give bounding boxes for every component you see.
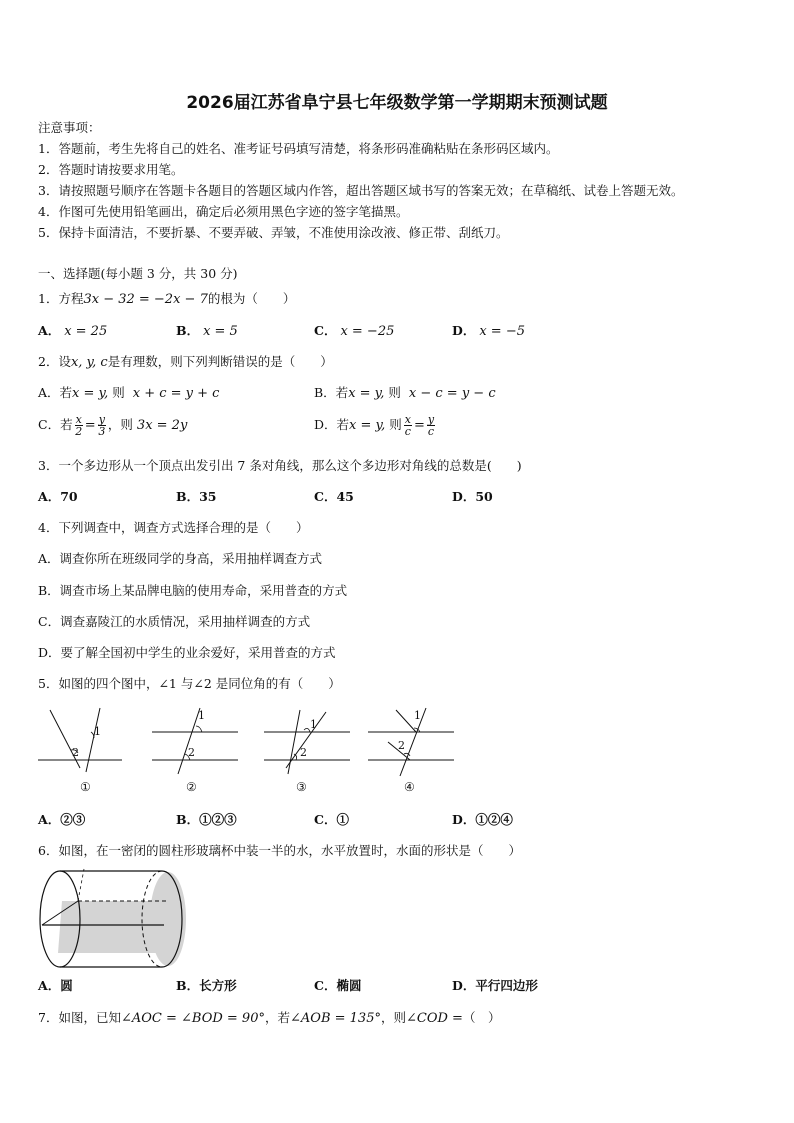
q6-cylinder-figure <box>38 867 174 971</box>
question-6: 6．如图，在一密闭的圆柱形玻璃杯中装一半的水，水平放置时，水面的形状是（ ） <box>38 843 521 858</box>
q3-option-d: D．50 <box>452 489 493 504</box>
q5-option-d: D．①②④ <box>452 812 513 827</box>
question-1 <box>38 291 295 308</box>
q1-prefix: 1．方程 <box>38 291 84 306</box>
q5-fig2-angle-2: 2 <box>188 746 195 759</box>
question-7: 7．如图，已知∠AOC = ∠BOD = 90°，若∠AOB = 135°，则∠COD =（ ） <box>38 1010 501 1026</box>
q5-figure-2 <box>150 706 242 776</box>
question-4: 4．下列调查中，调查方式选择合理的是（ ） <box>38 520 309 535</box>
q6-option-b: B．长方形 <box>176 978 237 993</box>
q1-option-c: C． x = −25 <box>314 323 395 339</box>
q4-option-b: B．调查市场上某品牌电脑的使用寿命，采用普查的方式 <box>38 583 348 598</box>
q4-option-a: A．调查你所在班级同学的身高，采用抽样调查方式 <box>38 551 323 566</box>
q5-fig4-angle-2: 2 <box>398 739 405 752</box>
q5-option-a: A．②③ <box>38 812 86 827</box>
q5-figure-4 <box>366 706 458 776</box>
q3-option-c: C．45 <box>314 489 354 504</box>
page-title: 2026届江苏省阜宁县七年级数学第一学期期末预测试题 <box>186 93 608 113</box>
q5-fig1-label: ① <box>80 780 91 794</box>
q5-fig2-label: ② <box>186 780 197 794</box>
section-heading: 一、选择题(每小题 3 分，共 30 分) <box>38 266 238 281</box>
notice-item: 4．作图可先使用铅笔画出，确定后必须用黑色字迹的签字笔描黑。 <box>38 204 409 219</box>
q2-option-c: C．若 $\frac{x}{2}$ = $\frac{y}{3}$ ，则 3x = 2y <box>38 413 188 438</box>
q4-option-c: C．调查嘉陵江的水质情况，采用抽样调查的方式 <box>38 614 311 629</box>
q6-option-c: C．椭圆 <box>314 978 362 993</box>
notice-item: 3．请按照题号顺序在答题卡各题目的答题区域内作答，超出答题区域书写的答案无效；在草稿纸、试卷上答题无效。 <box>38 183 684 198</box>
q5-option-b: B．①②③ <box>176 812 237 827</box>
q2-option-a: A．若x = y, 则 x + c = y + c <box>38 385 220 401</box>
q6-option-a: A．圆 <box>38 978 73 993</box>
notice-item: 5．保持卡面清洁，不要折暴、不要弄破、弄皱，不准使用涂改液、修正带、刮纸刀。 <box>38 225 509 240</box>
notice-item: 1．答题前，考生先将自己的姓名、准考证号码填写清楚，将条形码准确粘贴在条形码区域内。 <box>38 141 559 156</box>
q2-option-d: D．若x = y, 则 $\frac{x}{c}$ = $\frac{y}{c}$ <box>314 413 435 438</box>
q1-equation: 3x − 32 = −2x − 7 <box>83 292 208 307</box>
q5-fig3-label: ③ <box>296 780 307 794</box>
question-2: 2．设x, y, c是有理数，则下列判断错误的是（ ） <box>38 354 333 370</box>
q5-fig3-angle-2: 2 <box>300 746 307 759</box>
question-5: 5．如图的四个图中，∠1 与∠2 是同位角的有（ ） <box>38 676 341 691</box>
q2-option-b: B．若x = y, 则 x − c = y − c <box>314 385 496 401</box>
q4-option-d: D．要了解全国初中学生的业余爱好，采用普查的方式 <box>38 645 336 660</box>
q5-fig1-angle-2: 2 <box>72 746 79 759</box>
q1-suffix: 的根为（ ） <box>207 291 296 306</box>
q3-option-b: B．35 <box>176 489 217 504</box>
q3-option-a: A．70 <box>38 489 78 504</box>
q1-option-a: A． x = 25 <box>38 323 108 339</box>
q5-fig4-label: ④ <box>404 780 415 794</box>
q1-option-b: B． x = 5 <box>176 323 238 339</box>
q5-figure-1 <box>36 706 128 776</box>
q5-fig3-angle-1: 1 <box>310 718 317 731</box>
q5-fig4-angle-1: 1 <box>414 709 421 722</box>
q5-fig2-angle-1: 1 <box>198 709 205 722</box>
q5-figure-3 <box>262 706 354 776</box>
q5-fig1-angle-1: 1 <box>94 725 101 738</box>
q6-option-d: D．平行四边形 <box>452 978 538 993</box>
q1-option-d: D． x = −5 <box>452 323 525 339</box>
notice-item: 2．答题时请按要求用笔。 <box>38 162 184 177</box>
question-3: 3．一个多边形从一个顶点出发引出 7 条对角线，那么这个多边形对角线的总数是( ) <box>38 458 522 473</box>
notice-heading: 注意事项： <box>38 120 101 135</box>
q5-option-c: C．① <box>314 812 349 827</box>
